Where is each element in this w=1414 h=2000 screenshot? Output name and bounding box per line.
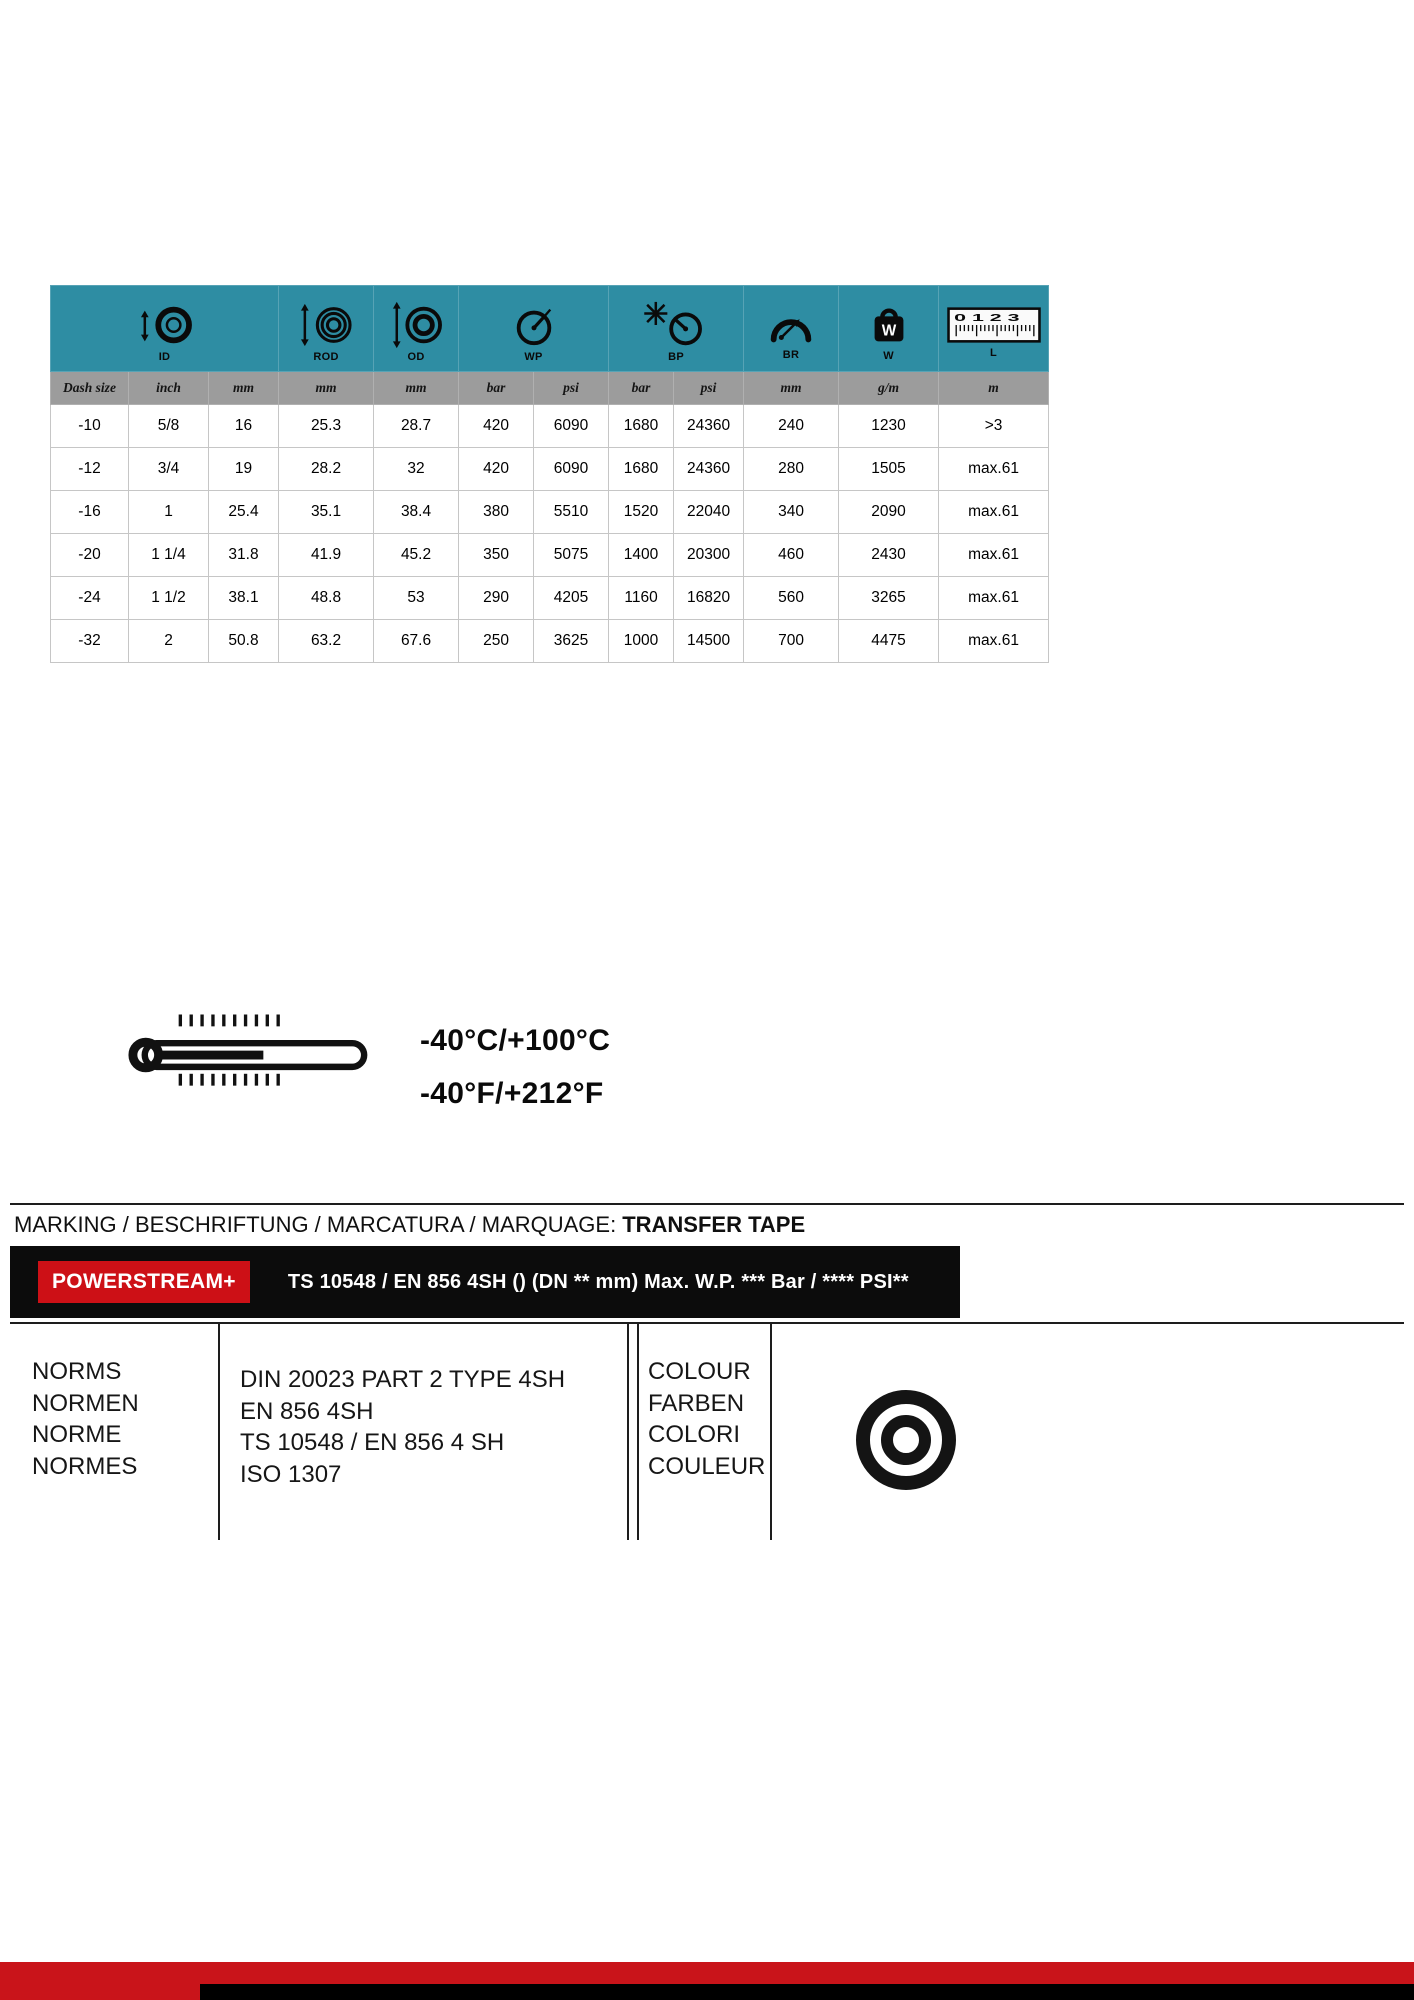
table-cell: 31.8 <box>209 534 279 577</box>
table-row <box>51 577 1049 620</box>
weight-icon <box>869 301 909 349</box>
column-group-label: ID <box>158 350 171 363</box>
table-cell: 5/8 <box>129 405 209 448</box>
table-cell: 48.8 <box>279 577 374 620</box>
table-cell: 25.3 <box>279 405 374 448</box>
table-cell: 340 <box>744 491 839 534</box>
table-cell: 420 <box>459 448 534 491</box>
table-units-row <box>51 372 1049 405</box>
table-cell: -32 <box>51 620 129 663</box>
norms-label: NORMS <box>32 1358 122 1385</box>
table-cell: 1000 <box>609 620 674 663</box>
column-group-br <box>744 286 839 372</box>
unit-header: bar <box>609 372 674 405</box>
table-cell: -10 <box>51 405 129 448</box>
table-cell: 380 <box>459 491 534 534</box>
vertical-divider <box>637 1322 639 1540</box>
table-cell: 67.6 <box>374 620 459 663</box>
working-pressure-gauge-icon <box>511 300 557 350</box>
table-cell: 560 <box>744 577 839 620</box>
table-cell: 280 <box>744 448 839 491</box>
table-cell: 5075 <box>534 534 609 577</box>
table-cell: 35.1 <box>279 491 374 534</box>
table-row <box>51 534 1049 577</box>
table-cell: 1680 <box>609 448 674 491</box>
table-cell: >3 <box>939 405 1049 448</box>
table-cell: 6090 <box>534 405 609 448</box>
column-group-label: BR <box>782 348 800 361</box>
unit-header: mm <box>744 372 839 405</box>
unit-header: mm <box>279 372 374 405</box>
table-cell: 32 <box>374 448 459 491</box>
table-cell: 420 <box>459 405 534 448</box>
table-row <box>51 491 1049 534</box>
table-cell: 53 <box>374 577 459 620</box>
table-cell: 2090 <box>839 491 939 534</box>
table-cell: 20300 <box>674 534 744 577</box>
column-group-label: WP <box>524 350 543 363</box>
table-cell: 1680 <box>609 405 674 448</box>
divider-line-top <box>10 1203 1404 1205</box>
burst-pressure-gauge-icon <box>643 300 709 350</box>
table-cell: 1505 <box>839 448 939 491</box>
table-cell: 16 <box>209 405 279 448</box>
colour-label: FARBEN <box>648 1389 745 1417</box>
table-cell: 38.4 <box>374 491 459 534</box>
norms-value: DIN 20023 PART 2 TYPE 4SH <box>240 1366 566 1393</box>
norms-value: ISO 1307 <box>240 1460 342 1488</box>
brand-badge: POWERSTREAM+ <box>38 1261 250 1303</box>
table-cell: 700 <box>744 620 839 663</box>
table-cell: -12 <box>51 448 129 491</box>
bend-radius-icon <box>764 302 818 348</box>
column-group-bp <box>609 286 744 372</box>
table-cell: 2 <box>129 620 209 663</box>
unit-header: Dash size <box>51 372 129 405</box>
norms-label: NORMEN <box>32 1389 139 1417</box>
table-cell: 50.8 <box>209 620 279 663</box>
colour-label: COLOUR <box>648 1358 751 1385</box>
vertical-divider <box>218 1322 220 1540</box>
table-cell: 240 <box>744 405 839 448</box>
table-cell: 290 <box>459 577 534 620</box>
table-cell: 2430 <box>839 534 939 577</box>
table-cell: 28.7 <box>374 405 459 448</box>
table-cell: 14500 <box>674 620 744 663</box>
table-cell: 4475 <box>839 620 939 663</box>
column-group-w <box>839 286 939 372</box>
table-cell: -16 <box>51 491 129 534</box>
table-body <box>51 405 1049 663</box>
table-cell: 4205 <box>534 577 609 620</box>
column-group-id <box>51 286 279 372</box>
unit-header: psi <box>674 372 744 405</box>
table-cell: 22040 <box>674 491 744 534</box>
table-cell: 1520 <box>609 491 674 534</box>
column-group-od <box>374 286 459 372</box>
norms-labels <box>32 1356 139 1482</box>
table-cell: 63.2 <box>279 620 374 663</box>
table-cell: max.61 <box>939 448 1049 491</box>
table-cell: 6090 <box>534 448 609 491</box>
inner-diameter-icon <box>133 300 197 350</box>
unit-header: g/m <box>839 372 939 405</box>
table-cell: 1 1/4 <box>129 534 209 577</box>
unit-header: psi <box>534 372 609 405</box>
colour-labels <box>648 1356 765 1482</box>
table-cell: 41.9 <box>279 534 374 577</box>
table-row <box>51 620 1049 663</box>
unit-header: m <box>939 372 1049 405</box>
outer-diameter-icon <box>387 300 445 350</box>
marking-heading <box>14 1212 805 1238</box>
temperature-fahrenheit: -40°F/+212°F <box>420 1077 604 1110</box>
table-cell: 3/4 <box>129 448 209 491</box>
table-cell: max.61 <box>939 620 1049 663</box>
norms-label: NORME <box>32 1421 122 1448</box>
tape-marking-text: TS 10548 / EN 856 4SH () (DN ** mm) Max. W.P. *** Bar / **** PSI** <box>287 1270 909 1293</box>
table-cell: 16820 <box>674 577 744 620</box>
unit-header: mm <box>374 372 459 405</box>
vertical-divider <box>627 1322 629 1540</box>
table-icon-header-row <box>51 286 1049 372</box>
table-row <box>51 448 1049 491</box>
table-row <box>51 405 1049 448</box>
marking-tape-bar <box>10 1246 960 1318</box>
table-cell: 1160 <box>609 577 674 620</box>
table-cell: 45.2 <box>374 534 459 577</box>
temperature-celsius: -40°C/+100°C <box>420 1024 611 1057</box>
table-cell: -20 <box>51 534 129 577</box>
table-cell: 19 <box>209 448 279 491</box>
hose-colour-ring-icon <box>850 1384 962 1496</box>
vertical-divider <box>770 1322 772 1540</box>
table-cell: 250 <box>459 620 534 663</box>
colour-label: COLORI <box>648 1421 741 1448</box>
table-cell: 25.4 <box>209 491 279 534</box>
column-group-rod <box>279 286 374 372</box>
table-cell: 1 1/2 <box>129 577 209 620</box>
length-ruler-icon <box>947 304 1041 346</box>
column-group-label: ROD <box>313 350 339 363</box>
unit-header: bar <box>459 372 534 405</box>
table-cell: max.61 <box>939 534 1049 577</box>
unit-header: mm <box>209 372 279 405</box>
temperature-range <box>420 1024 610 1111</box>
marking-value: TRANSFER TAPE <box>622 1212 806 1237</box>
table-cell: 1400 <box>609 534 674 577</box>
norms-label: NORMES <box>32 1452 138 1480</box>
table-cell: 1230 <box>839 405 939 448</box>
table-cell: 3625 <box>534 620 609 663</box>
column-group-label: OD <box>407 350 425 363</box>
footer-black-bar <box>200 1984 1414 2000</box>
table-cell: 24360 <box>674 448 744 491</box>
table-cell: max.61 <box>939 491 1049 534</box>
table-cell: 1 <box>129 491 209 534</box>
norms-value: EN 856 4SH <box>240 1397 374 1425</box>
reinforcement-od-icon <box>295 300 357 350</box>
thermometer-icon <box>125 1012 377 1100</box>
table-cell: 24360 <box>674 405 744 448</box>
marking-label: MARKING / BESCHRIFTUNG / MARCATURA / MARQUAGE: <box>14 1212 617 1237</box>
colour-label: COULEUR <box>648 1452 766 1480</box>
table-cell: 5510 <box>534 491 609 534</box>
table-cell: 350 <box>459 534 534 577</box>
table-cell: 28.2 <box>279 448 374 491</box>
column-group-label: W <box>883 349 894 362</box>
column-group-l <box>939 286 1049 372</box>
table-cell: 460 <box>744 534 839 577</box>
norms-value: TS 10548 / EN 856 4 SH <box>240 1429 505 1456</box>
table-cell: 3265 <box>839 577 939 620</box>
norms-values <box>240 1364 565 1490</box>
unit-header: inch <box>129 372 209 405</box>
table-cell: max.61 <box>939 577 1049 620</box>
table-cell: 38.1 <box>209 577 279 620</box>
spec-table <box>50 285 1049 663</box>
table-cell: -24 <box>51 577 129 620</box>
column-group-wp <box>459 286 609 372</box>
column-group-label: BP <box>668 350 684 363</box>
column-group-label: L <box>990 346 998 359</box>
